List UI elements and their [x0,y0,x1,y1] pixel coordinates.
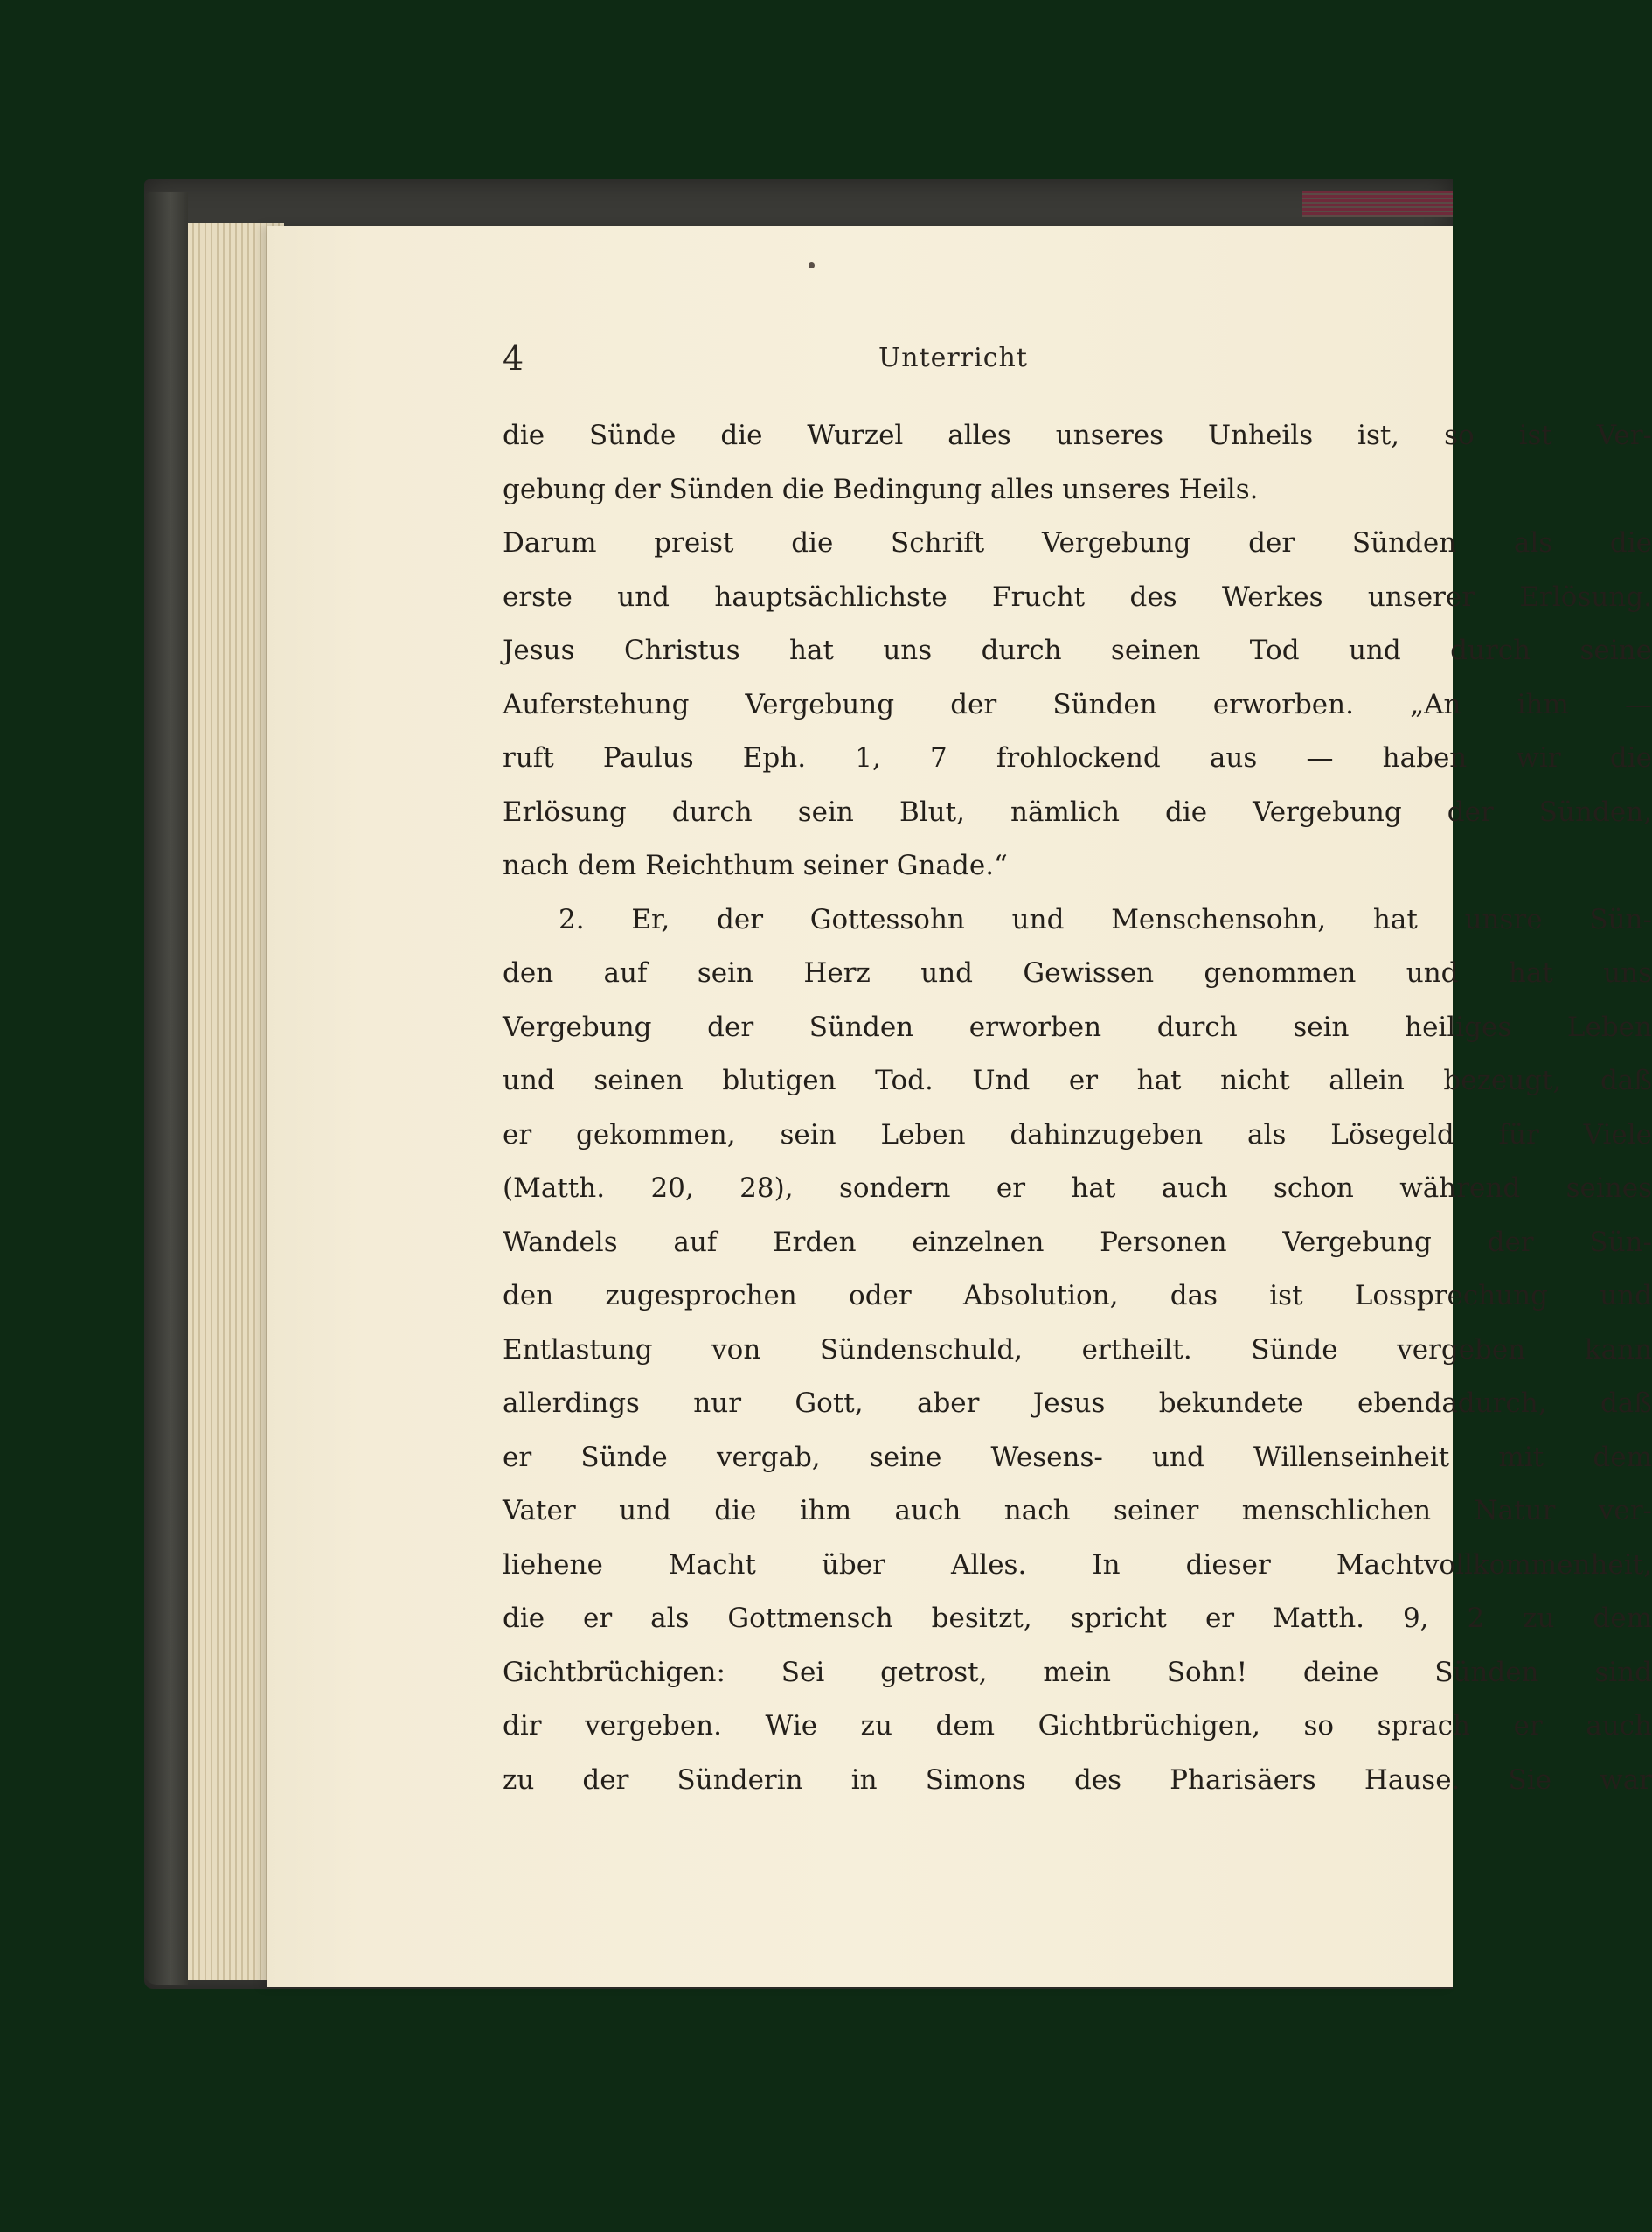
text-line: Vater und die ihm auch nach seiner menschlichen Natur ver- [503,1495,1652,1526]
text-line: Erlösung durch sein Blut, nämlich die Vergebung der Sünden, [503,796,1652,828]
text-line: die er als Gottmensch besitzt, spricht er Matth. 9, 2 zu dem [503,1603,1652,1634]
text-line: den auf sein Herz und Gewissen genommen und hat uns [503,957,1652,989]
text-line: und seinen blutigen Tod. Und er hat nicht allein bezeugt, daß [503,1065,1652,1096]
text-line: die Sünde die Wurzel alles unseres Unheils ist, so ist Ver- [503,420,1652,451]
ink-spot [809,262,815,268]
text-line: Jesus Christus hat uns durch seinen Tod und durch seine [503,635,1652,666]
text-line: den zugesprochen oder Absolution, das ist Lossprechung und [503,1280,1652,1311]
text-line: nach dem Reichthum seiner Gnade.“ [503,850,1008,881]
text-line: er Sünde vergab, seine Wesens- und Willenseinheit mit dem [503,1441,1652,1473]
text-line: 2. Er, der Gottessohn und Menschensohn, hat unsre Sün- [559,903,1652,935]
text-line: Gichtbrüchigen: Sei getrost, mein Sohn! deine Sünden sind [503,1656,1652,1688]
red-page-edge [1302,191,1453,217]
running-title: Unterricht [878,343,1028,373]
text-line: Auferstehung Vergebung der Sünden erworben. „An ihm — [503,688,1652,720]
text-line: liehene Macht über Alles. In dieser Machtvollkommenheit, [503,1548,1652,1581]
text-line: Entlastung von Sündenschuld, ertheilt. Sünde vergeben kann [503,1333,1652,1366]
text-line: allerdings nur Gott, aber Jesus bekundete ebendadurch, daß [503,1387,1652,1419]
text-line: Darum preist die Schrift Vergebung der Sünden als die [503,527,1652,559]
book-spine [144,192,188,1985]
text-line: Vergebung der Sünden erworben durch sein heiliges Leben [503,1011,1652,1043]
text-line: ruft Paulus Eph. 1, 7 frohlockend aus — haben wir die [503,742,1652,774]
text-line: zu der Sünderin in Simons des Pharisäers Hause. Sie war [503,1763,1652,1796]
text-line: Wandels auf Erden einzelnen Personen Vergebung der Sün- [503,1226,1652,1258]
text-line: er gekommen, sein Leben dahinzugeben als Lösegeld für Viele [503,1118,1652,1151]
running-head [267,339,1453,383]
text-line: gebung der Sünden die Bedingung alles unseres Heils. [503,473,1259,505]
text-line: (Matth. 20, 28), sondern er hat auch schon während seines [503,1172,1652,1204]
book-page [267,226,1652,1987]
body-text [503,409,1652,1807]
text-line: dir vergeben. Wie zu dem Gichtbrüchigen, so sprach er auch [503,1710,1652,1742]
text-line: erste und hauptsächlichste Frucht des Werkes unserer Erlösung. [503,581,1652,613]
page-number: 4 [503,339,524,378]
